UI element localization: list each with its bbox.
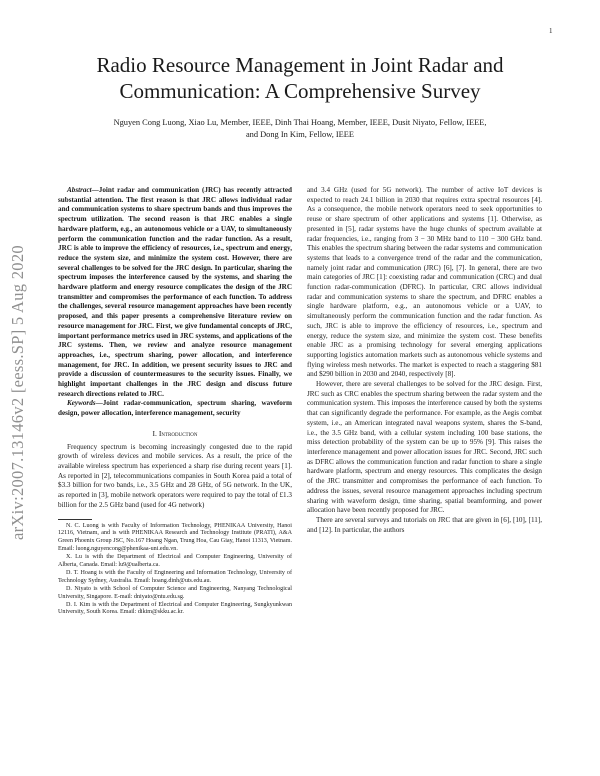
abstract-text: Joint radar and communication (JRC) has recently attracted substantial attention. The first reason is that JRC allows individual radar and communication systems to share spectrum bands and thus improves the spectrum utilization. The second reason is that JRC enables a single hardware platform, e.g., an autonomous vehicle or a UAV, to simultaneously perform the communication function and the radar function. As a result, JRC is able to improve the efficiency of resources, i.e., spectrum and energy, reduce the system size, and minimize the system cost. However, there are several challenges to be solved for the JRC design. In particular, sharing the spectrum imposes the interference caused by the systems, and sharing the hardware platform and energy resource complicates the design of the JRC transmitter and compromises the performance of each function. To address the challenges, several resource management approaches have been recently proposed, and this paper presents a comprehensive literature review on resource management for JRC. First, we give fundamental concepts of JRC, important performance metrics used in JRC systems, and applications of the JRC systems. Then, we review and analyze resource management approaches, i.e., spectrum sharing, power allocation, and interference management, for JRC. In addition, we present security issues to JRC and provide a discussion of countermeasures to the security issues. Finally, we highlight important challenges in the JRC design and discuss future research directions related to JRC. xyxy=(58,186,292,398)
author-line: Nguyen Cong Luong, Xiao Lu, Member, IEEE, Dinh Thai Hoang, Member, IEEE, Dusit Niyato, Fellow, IEEE, xyxy=(113,118,487,127)
abstract xyxy=(58,186,292,399)
footnote: D. I. Kim is with the Department of Electrical and Computer Engineering, Sungkyunkwan University, South Korea. Email: dikim@skku.ac.kr. xyxy=(58,601,292,616)
footnote: D. T. Hoang is with the Faculty of Engineering and Information Technology, University of Technology Sydney, Australia. Email: hoang.dinh@uts.edu.au. xyxy=(58,569,292,584)
section-heading-introduction: I. Introduction xyxy=(152,428,198,438)
footnote: N. C. Luong is with Faculty of Information Technology, PHENIKAA University, Hanoi 12116, Vietnam, and is with PHENIKAA Research and Technology Institute (PRATI), A&A Green Phoenix Group JSC, No.167 Hoang Ngan, Trung Hoa, Cau Giay, Hanoi 11313, Vietnam. Email: luong.nguyencong@phenikaa-uni.edu.vn. xyxy=(58,522,292,553)
keywords: Keywords—Joint radar-communication, spectrum sharing, waveform design, power allocation, interference management, security xyxy=(58,399,292,418)
author-list xyxy=(70,117,530,141)
paper-title xyxy=(40,52,560,104)
keywords-label: Keywords xyxy=(67,399,96,408)
intro-paragraph: Frequency spectrum is becoming increasingly congested due to the rapid growth of wireless devices and mobile services. As a result, the price of the available wireless spectrum has experienced a sharp rise during recent years [1]. As reported in [2], telecommunications companies in South Korea paid a total of $3.3 billion for two bands, i.e., 3.5 GHz and 28 GHz, of 5G network. In the UK, as reported in [3], mobile network operators were required to pay the total of £1.3 billion for the 2.5 GHz band (used for 4G network) xyxy=(58,442,292,509)
right-column xyxy=(307,186,542,535)
title-line: Radio Resource Management in Joint Radar and xyxy=(96,53,504,77)
body-paragraph: There are several surveys and tutorials on JRC that are given in [6], [10], [11], and [12]. In particular, the authors xyxy=(307,515,542,534)
left-column xyxy=(58,186,292,617)
title-line: Communication: A Comprehensive Survey xyxy=(119,79,481,103)
footnote-divider xyxy=(58,519,92,520)
page-number: 1 xyxy=(549,27,553,35)
arxiv-identifier-stamp: arXiv:2007.13146v2 [eess.SP] 5 Aug 2020 xyxy=(8,245,27,540)
footnote: D. Niyato is with School of Computer Science and Engineering, Nanyang Technological University, Singapore. E-mail: dniyato@ntu.edu.sg. xyxy=(58,585,292,600)
author-line: and Dong In Kim, Fellow, IEEE xyxy=(245,130,355,139)
body-paragraph: and 3.4 GHz (used for 5G network). The number of active IoT devices is expected to reach 24.1 billion in 2030 that requires extra spectral resources [4]. As a consequence, the mobile network operators need to seek opportunities to reuse or share spectrum of other applications and systems [1]. Otherwise, as presented in [5], radar systems have the huge chunks of spectrum available at radar frequencies, i.e., ranging from 3 − 30 MHz band to 110 − 300 GHz band. This enables the spectrum sharing between the radar systems and communication systems that leads to a convergence trend of the radar and the communication, namely joint radar and communication (JRC) [6], [7]. In general, there are two main categories of JRC [1]: coexisting radar and communication (CRC) and dual function radar-communication (DFRC). In particular, CRC allows individual radar and communication systems to share the spectrum, and DFRC enables a single hardware platform, e.g., an autonomous vehicle or a UAV, to simultaneously perform the communication function and the radar function. As such, JRC is able to improve the efficiency of resources, i.e., spectrum and energy, reduce the system size, and minimize the system cost. These benefits enable JRC as a promising technology for several emerging applications supporting logistics automation markets such as autonomous vehicle systems and flying wireless mesh networks. The market is expected to reach a staggering $81 and $290 billion in 2030 and 2040, respectively [8]. xyxy=(307,186,542,379)
abstract-label: Abstract— xyxy=(67,186,99,194)
keywords-text: Joint radar-communication, spectrum sharing, waveform design, power allocation, interference management, security xyxy=(58,399,292,418)
author-footnotes xyxy=(58,523,292,618)
footnote: X. Lu is with the Department of Electrical and Computer Engineering, University of Alberta, Canada. Email: lu9@ualberta.ca. xyxy=(58,554,292,569)
body-paragraph: However, there are several challenges to be solved for the JRC design. First, JRC such as CRC enables the spectrum sharing between the radar system and the communication system. This imposes the interference caused by both the systems that can significantly degrade the performance. For example, as the Aegis combat system, i.e., an American integrated naval weapons system, shares the S-band, i.e., the 3.5 GHz band, with a cellular system including 100 base stations, the miss detection probability of the system can be up to 95% [9]. This raises the interference management and power allocation issues for JRC. Second, JRC such as DFRC allows the communication function and radar function to share a single hardware platform, spectrum and energy resources. This complicates the design of the JRC transmitter and compromises the performance of each function. To address the issues, several resource management approaches including spectrum sharing with waveform design, time sharing, spatial beamforming, and power allocation have been recently proposed for JRC. xyxy=(307,380,542,515)
